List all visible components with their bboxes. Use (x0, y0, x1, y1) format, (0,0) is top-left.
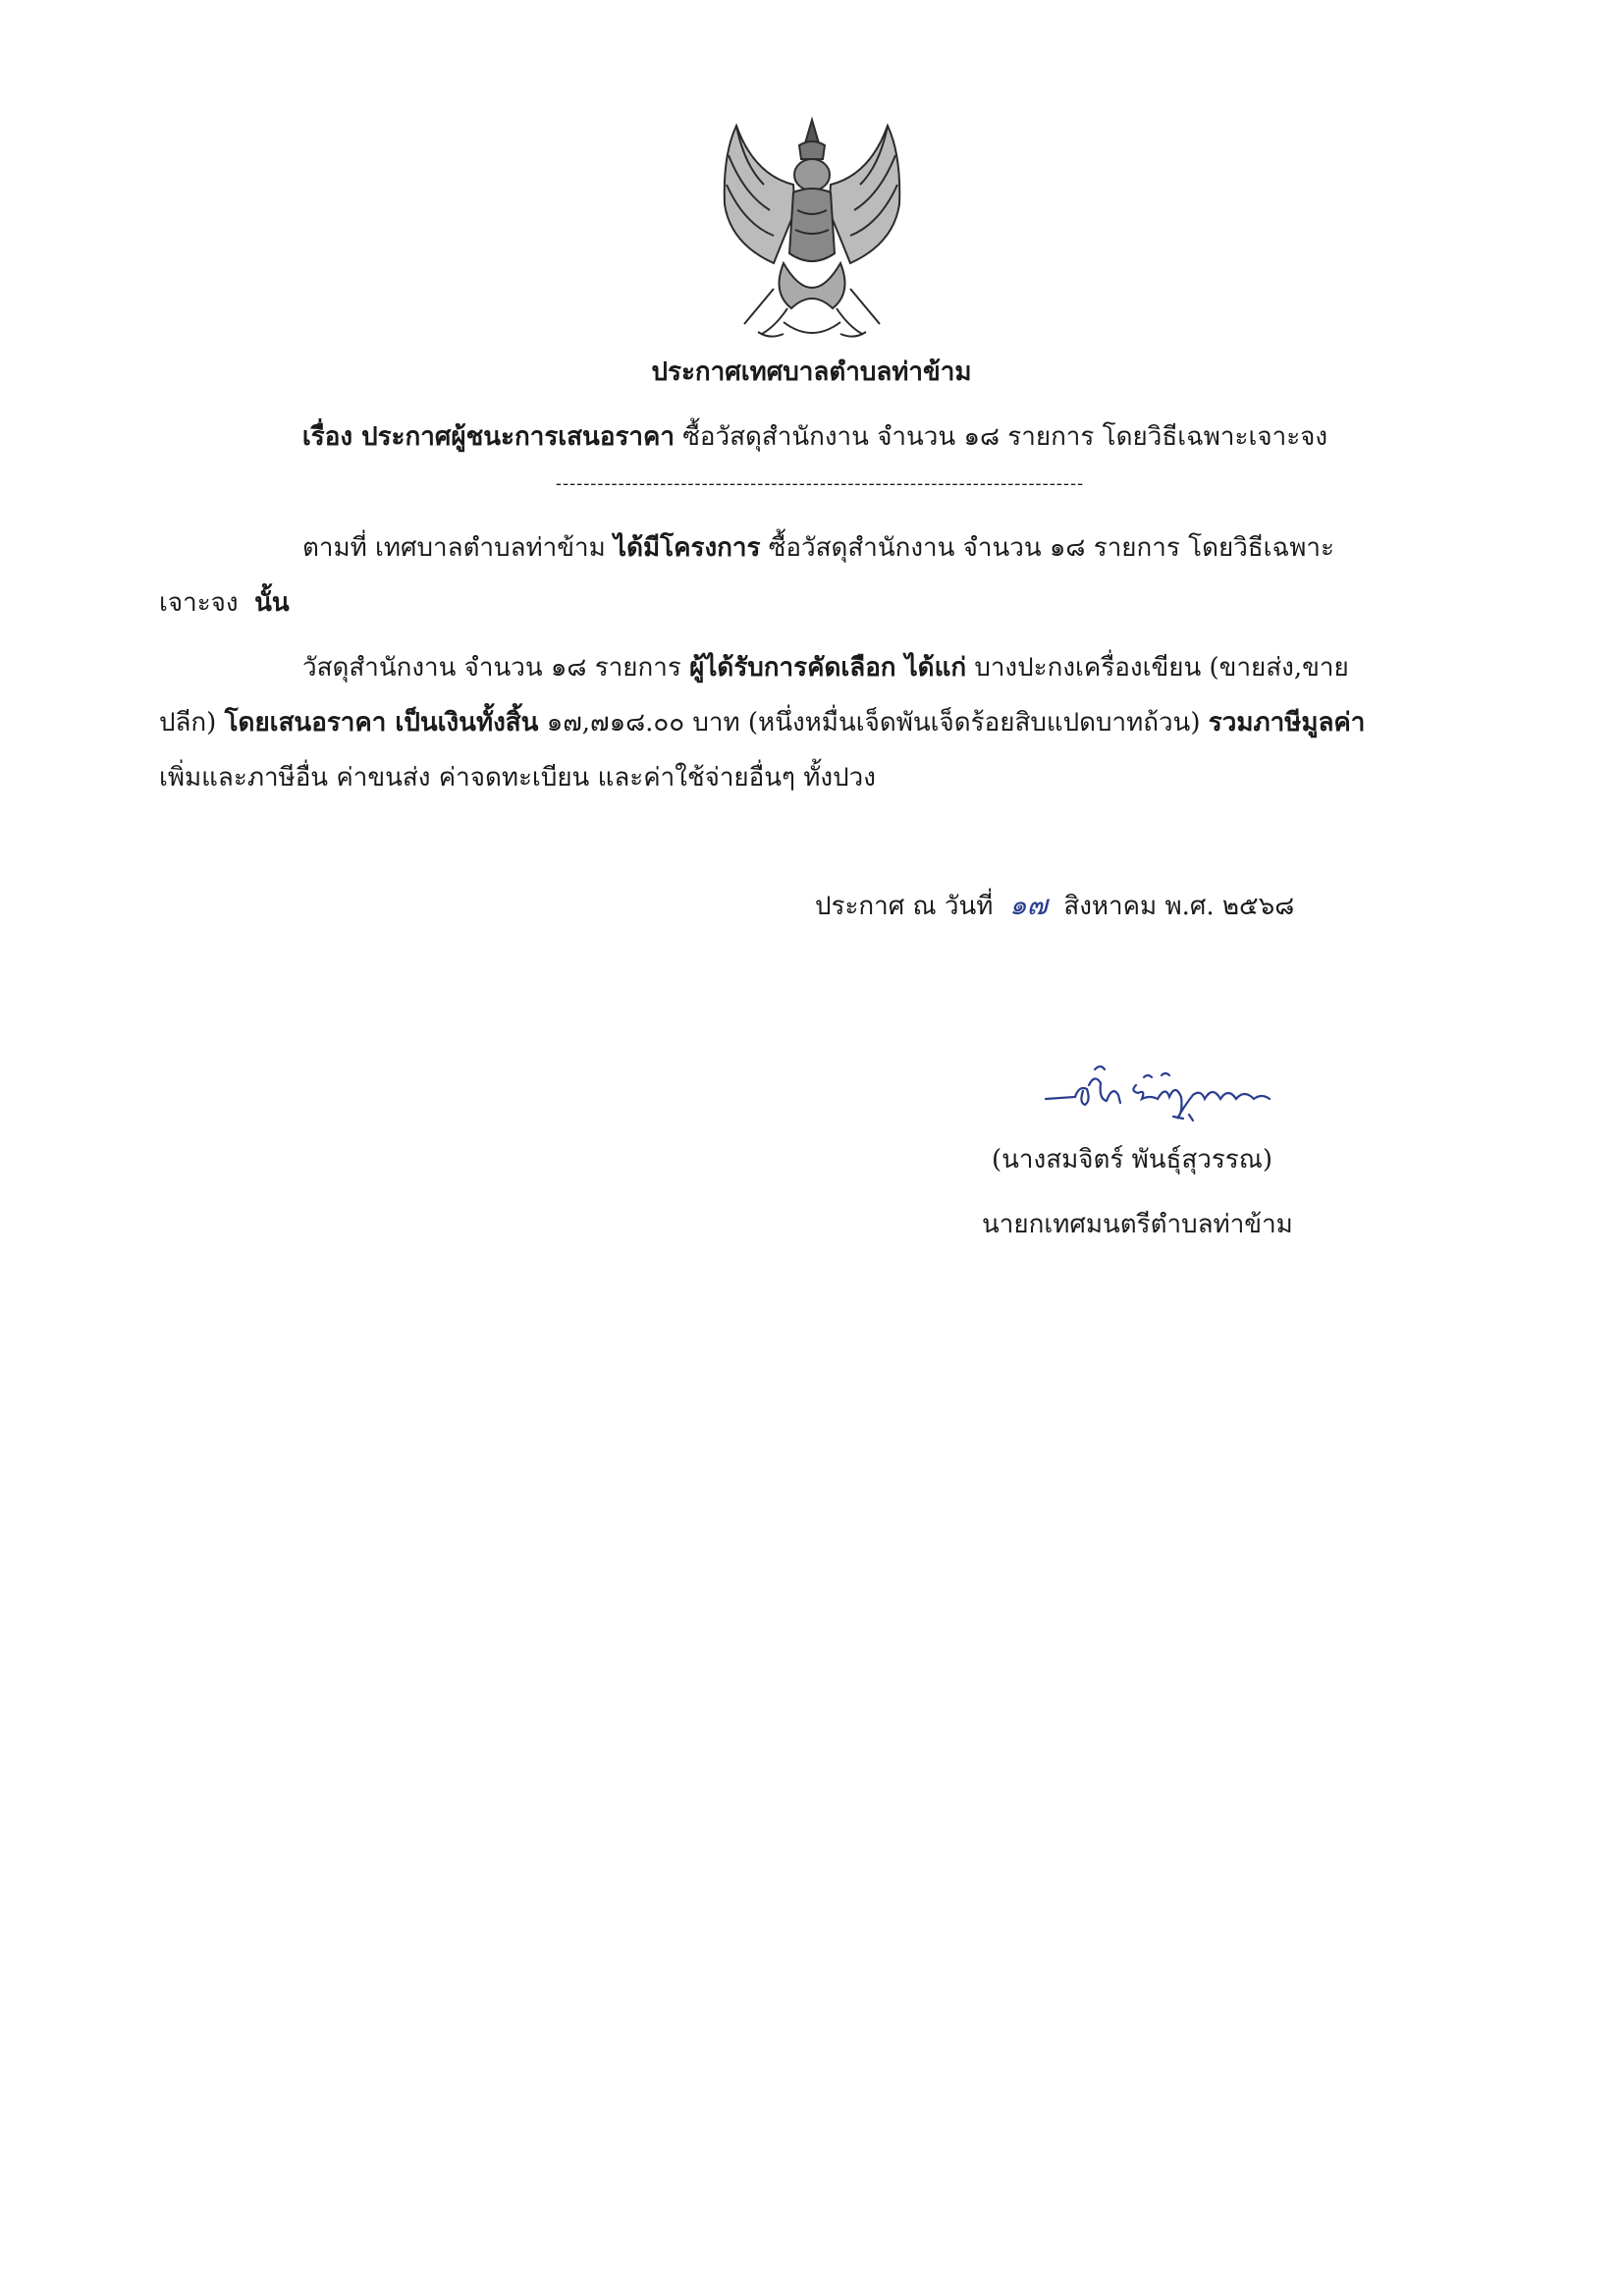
text-span-bold: โดยเสนอราคา เป็นเงินทั้งสิ้น (224, 708, 539, 738)
paragraph-line (159, 520, 1435, 575)
text-span-bold: นั้น (254, 588, 290, 618)
text-span: ซื้อวัสดุสำนักงาน จำนวน ๑๘ รายการ โดยวิธีเฉพาะ (768, 533, 1334, 563)
signer-name: (นางสมจิตร์ พันธุ์สุวรรณ) (992, 1145, 1273, 1175)
announcement-subject (226, 416, 1404, 457)
garuda-emblem-icon (715, 116, 909, 344)
text-span-bold: ได้มีโครงการ (614, 533, 761, 563)
date-prefix: ประกาศ ณ วันที่ (815, 892, 994, 921)
text-span: เพิ่มและภาษีอื่น ค่าขนส่ง ค่าจดทะเบียน และค่าใช้จ่ายอื่นๆ ทั้งปวง (159, 763, 876, 793)
paragraph-line (159, 575, 1435, 630)
handwritten-day: ๑๗ (1008, 889, 1048, 921)
paragraph-line (159, 695, 1435, 750)
text-span-bold: รวมภาษีมูลค่า (1208, 708, 1366, 738)
signer-position: นายกเทศมนตรีตำบลท่าข้าม (982, 1210, 1293, 1239)
text-span: ๑๗,๗๑๘.๐๐ บาท (หนึ่งหมื่นเจ็ดพันเจ็ดร้อยสิบแปดบาทถ้วน) (546, 708, 1201, 738)
text-span-bold: ผู้ได้รับการคัดเลือก ได้แก่ (689, 653, 967, 683)
subject-label: เรื่อง ประกาศผู้ชนะการเสนอราคา (301, 422, 675, 452)
divider-line: ---------------------------------------------------------------------------- (555, 473, 1085, 494)
handwritten-signature (1036, 1056, 1281, 1124)
text-span: ตามที่ เทศบาลตำบลท่าข้าม (302, 533, 606, 563)
text-span: ปลีก) (159, 708, 217, 738)
text-span: วัสดุสำนักงาน จำนวน ๑๘ รายการ (302, 653, 681, 683)
text-span: บางปะกงเครื่องเขียน (ขายส่ง,ขาย (974, 653, 1349, 683)
paragraph-line (159, 640, 1435, 695)
text-span: เจาะจง (159, 588, 239, 618)
paragraph-winner (159, 640, 1435, 805)
subject-text: ซื้อวัสดุสำนักงาน จำนวน ๑๘ รายการ โดยวิธีเฉพาะเจาะจง (682, 422, 1328, 452)
paragraph-line (159, 750, 1435, 805)
announcement-title: ประกาศเทศบาลตำบลท่าข้าม (651, 357, 972, 387)
date-month-year: สิงหาคม พ.ศ. ๒๕๖๘ (1063, 892, 1295, 921)
paragraph-project (159, 520, 1435, 630)
announcement-date (815, 884, 1294, 927)
